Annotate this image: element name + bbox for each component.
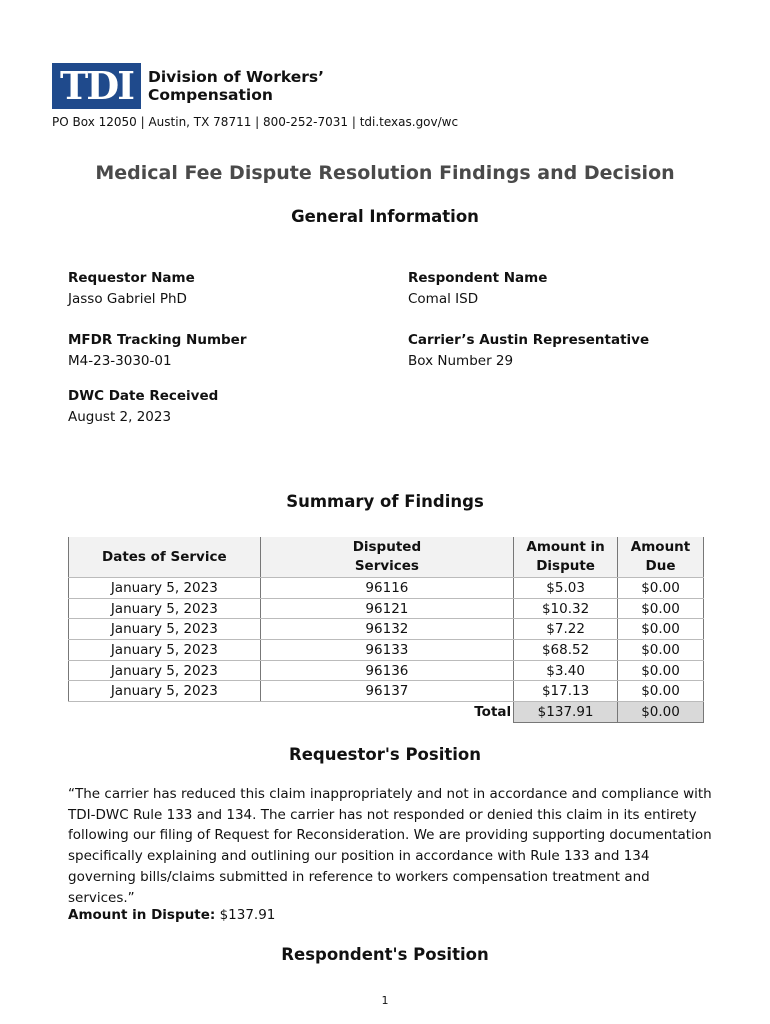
- requestor-position-text: “The carrier has reduced this claim inappropriately and not in accordance and compliance with TDI-DWC Rule 133 and 134. The carrier has not responded or denied this claim in its entirety following our filing of Request for Reconsideration. We are providing supporting documentation specifically explaining and outlining our position in accordance with Rule 133 and 134 governing bills/claims submitted in reference to workers compensation treatment and services.”: [68, 786, 712, 906]
- cell-date: January 5, 2023: [69, 640, 261, 661]
- cell-due: $0.00: [618, 681, 704, 702]
- col-amount-due: [618, 537, 704, 578]
- col-amount-in-dispute: [514, 537, 618, 578]
- table-row: [69, 681, 704, 702]
- table-header-row: [69, 537, 704, 578]
- cell-due: $0.00: [618, 578, 704, 599]
- division-line-2: Compensation: [148, 86, 273, 104]
- col-dates-of-service: Dates of Service: [69, 537, 261, 578]
- tdi-logo: TDI: [52, 63, 141, 109]
- received-label: DWC Date Received: [68, 388, 219, 404]
- tracking-label: MFDR Tracking Number: [68, 332, 247, 348]
- amount-in-dispute-line: [68, 907, 275, 923]
- respondent-value: Comal ISD: [408, 291, 479, 307]
- cell-due: $0.00: [618, 619, 704, 640]
- cell-date: January 5, 2023: [69, 578, 261, 599]
- cell-service: 96121: [260, 598, 514, 619]
- letterhead: [52, 63, 324, 109]
- respondent-label: Respondent Name: [408, 270, 548, 286]
- total-label: Total: [474, 704, 512, 721]
- cell-due: $0.00: [618, 660, 704, 681]
- address-line: PO Box 12050 | Austin, TX 78711 | 800-252-7031 | tdi.texas.gov/wc: [52, 115, 459, 129]
- amount-in-dispute-label: Amount in Dispute:: [68, 907, 216, 923]
- cell-amount: $68.52: [514, 640, 618, 661]
- received-value: August 2, 2023: [68, 409, 172, 425]
- cell-date: January 5, 2023: [69, 660, 261, 681]
- cell-service: 96116: [260, 578, 514, 599]
- findings-table: [68, 537, 704, 723]
- general-info-heading: General Information: [291, 207, 479, 226]
- cell-service: 96137: [260, 681, 514, 702]
- table-row: [69, 640, 704, 661]
- cell-amount: $10.32: [514, 598, 618, 619]
- cell-due: $0.00: [618, 598, 704, 619]
- col-amount-line2: Dispute: [536, 558, 595, 574]
- cell-date: January 5, 2023: [69, 619, 261, 640]
- tracking-value: M4-23-3030-01: [68, 353, 172, 369]
- total-amount: $137.91: [514, 702, 618, 723]
- requestor-value: Jasso Gabriel PhD: [68, 291, 187, 307]
- total-row: [69, 702, 704, 723]
- cell-amount: $3.40: [514, 660, 618, 681]
- carrier-label: Carrier’s Austin Representative: [408, 332, 650, 348]
- cell-date: January 5, 2023: [69, 681, 261, 702]
- col-disputed-services-line1: Disputed: [352, 539, 422, 555]
- amount-in-dispute-value: $137.91: [219, 907, 276, 923]
- division-name: [148, 68, 324, 104]
- cell-amount: $5.03: [514, 578, 618, 599]
- carrier-value: Box Number 29: [408, 353, 514, 369]
- cell-amount: $7.22: [514, 619, 618, 640]
- cell-date: January 5, 2023: [69, 598, 261, 619]
- summary-heading: Summary of Findings: [286, 492, 484, 511]
- cell-service: 96133: [260, 640, 514, 661]
- cell-amount: $17.13: [514, 681, 618, 702]
- table-row: [69, 598, 704, 619]
- cell-service: 96136: [260, 660, 514, 681]
- document-title: Medical Fee Dispute Resolution Findings and Decision: [95, 162, 675, 184]
- cell-due: $0.00: [618, 640, 704, 661]
- division-line-1: Division of Workers’: [148, 68, 325, 86]
- respondent-position-heading: Respondent's Position: [281, 945, 489, 964]
- total-blank-cell: [69, 702, 261, 723]
- col-due-line1: Amount: [630, 539, 691, 555]
- requestor-position-heading: Requestor's Position: [289, 745, 481, 764]
- requestor-label: Requestor Name: [68, 270, 195, 286]
- col-amount-line1: Amount in: [526, 539, 605, 555]
- cell-service: 96132: [260, 619, 514, 640]
- table-row: [69, 660, 704, 681]
- page-number: 1: [381, 994, 389, 1007]
- col-due-line2: Due: [645, 558, 676, 574]
- table-row: [69, 619, 704, 640]
- table-row: [69, 578, 704, 599]
- col-disputed-services: [260, 537, 514, 578]
- col-disputed-services-line2: Services: [354, 558, 419, 574]
- total-due: $0.00: [618, 702, 704, 723]
